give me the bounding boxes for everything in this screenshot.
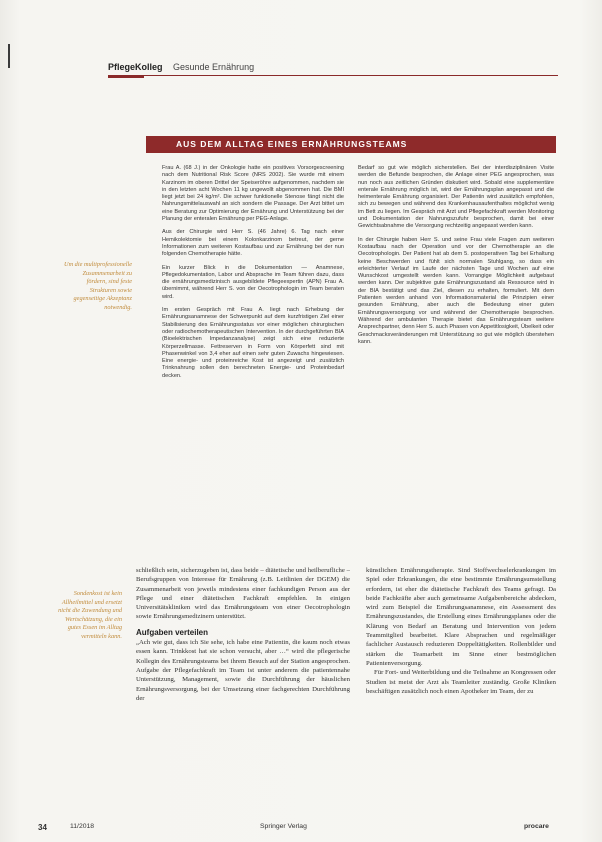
page-number: 34 (38, 823, 47, 832)
page-edge-mark (8, 44, 10, 68)
paragraph: Ein kurzer Blick in die Dokumentation — Anamnese, Pflegedokumentation, Labor und Absprache im Team führen dazu, dass die ernährungsmedizinisch ausgebildete Pflegeexpertin (APN) Frau A. übernimmt, während Herr S. von der Oecotrophologin im Team beraten wird. (162, 264, 344, 300)
upper-column-2 (358, 165, 554, 537)
header-rule (108, 75, 558, 76)
paragraph: künstlichen Ernährungstherapie. Sind Stoffwechselerkrankungen im Spiel oder Erkrankungen, die eine bestimmte Ernährungsumstellung erfordern, ist eher die diätetische Fachkraft des Teams gefragt. Da beide Fachkräfte aber auch gemeinsame Aufgabenbereiche abdecken, wird zum Beispiel die Ernährungsanamnese, ein Assessment des Ernährungszustandes, die Erstellung eines Ernährungsplanes oder die Klärung von Bedarf an Beratung und Intervention von jedem Teammitglied bearbeitet. Klare Absprachen und regelmäßiger fachlicher Austausch reduzieren Doppeltätigkeiten. Rollenbilder und stärken die Teamarbeit im Sinne einer bestmöglichen Patientenversorgung. (366, 567, 556, 667)
subheading: Aufgaben verteilen (136, 627, 209, 637)
header-rule-accent (108, 76, 144, 78)
header-section: Gesunde Ernährung (173, 62, 255, 72)
paragraph: Aus der Chirurgie wird Herr S. (46 Jahre) 6. Tag nach einer Hemikolektomie bei einem Kolonkarzinom betreut, der gerne Informationen zum weiteren Kostaufbau und zur Ernährung bei der nun folgenden Chemotherapie hätte. (162, 229, 344, 258)
page-header (108, 62, 558, 76)
pullquote-2: Sondenkost ist kein Allheilmittel und ersetzt nicht die Zuwendung und Wertschätzung, die ein gutes Essen im Alltag vermitteln kann. (58, 590, 122, 640)
lower-column-2 (366, 566, 556, 818)
magazine-name: procare (524, 823, 549, 830)
paragraph: Im ersten Gespräch mit Frau A. liegt nach Erhebung der Ernährungsanamnese der Schwerpunkt auf dem kurzfristigen Ziel einer Stabilisierung des Ernährungsstatus vor einer möglichen chirurgischen oder radiochemotherapeutischen Intervention. In der durchgeführten BIA (Bioelektrischen Impedanzanalyse) zeigt sich eine reduzierte Körperzellmasse. Fettreserven in Form von Körperfett sind mit Phasenwinkel von 3,4 eher auf einen sehr guten Zuwachs hingewiesen. Eine energie- und proteinreiche Kost ist angezeigt und zusätzlich Trinknahrung sollen den berechneten Energie- und Proteinbedarf decken. (162, 307, 344, 379)
lower-column-1 (136, 566, 350, 818)
issue-label: 11/2018 (70, 823, 95, 830)
paragraph: Für Fort- und Weiterbildung und die Teilnahme an Kongressen oder Studien ist meist der Arzt als Teamleiter zuständig. Große Kliniken beschäftigen zusätzlich noch einen Apotheker im Team, der zu (366, 669, 556, 695)
section-banner: AUS DEM ALLTAG EINES ERNÄHRUNGSTEAMS (146, 136, 556, 153)
publisher-label: Springer Verlag (260, 823, 307, 830)
paragraph: Bedarf so gut wie möglich sicherstellen. Bei der interdisziplinären Visite werden die Befunde besprochen, die Anlage einer PEG angesprochen, was nun noch aus zeitlichen Gründen diskutiert wird. Sobald eine supplementäre enterale Ernährung möglich ist, wird der Ernährungsplan angepasst und die heimenterale Ernährung organisiert. Der Patientin wird zusätzlich empfohlen, sich zu bewegen und während des Krankenhausaufenthaltes möglichst wenig im Bett zu liegen. Im Gespräch mit Arzt und Pflegefachkraft werden Monitoring und Dokumentation der Nahrungszufuhr besprochen, damit bei einer Gewichtsabnahme die Versorgung rechtzeitig angepasst werden kann. (358, 165, 554, 230)
paragraph: schließlich sein, sicherzugeben ist, dass beide – diätetische und heilberufliche – Berufsgruppen von Interesse für Ernährung (z.B. Leitlinien der DGEM) die Zusammenarbeit von jeweils mindestens einer fachkundigen Person aus der Pflege und einer diätetischen Fachkraft empfehlen. In einigen Universitätskliniken wird das Ernährungsteam von einer Oecotrophologin sowie Ernährungsmedizinern unterstützt. (136, 567, 350, 621)
paragraph: „Ach wie gut, dass ich Sie sehe, ich habe eine Patientin, die kaum noch etwas essen kann. Trinkkost hat sie schon versucht, aber …“ wird die pflegerische Kollegin des Ernährungsteams bei ihrem Besuch auf der Station angesprochen. Aufgabe der Pflegefachkraft im Team ist unter anderem die patientennahe Unterstützung, Management, sowie die Durchführung der häuslichen Ernährungsversorgung, bei der Umsetzung einer fachgerechten Durchführung der (136, 639, 350, 702)
paragraph: In der Chirurgie haben Herr S. und seine Frau viele Fragen zum weiteren Kostaufbau nach der Operation und vor der Chemotherapie an die Oecotrophologin. Der Patient hat ab dem 5. postoperativen Tag bei Erhaltung keine Beschwerden und fühlt sich normalen Stuhlgang, so dass ein erleichterter Verlauf im Laufe der nächsten Tage und Wochen auf eine Wunschkost umgestellt werden kann. Vorrangige Möglichkeit aufgebaut werden kann. Der subjektive gute Ernährungszustand als Ressource wird in der BIA bestätigt und das Ziel, diesen zu erhalten, formuliert. Mit dem Patienten werden anhand von Informationsmaterial die Prinzipien einer gesunden Ernährung, aber auch die Bedeutung einer guten Ernährungsversorgung vor und während der Chemotherapie besprochen. Während der ambulanten Therapie bietet das Ernährungsteam weitere Ansprechpartner, denn Herr S. auch Phasen von Appetitlosigkeit, Übelkeit oder Geschmacksveränderungen mit Unterstützung so gut wie möglich überstehen kann. (358, 236, 554, 345)
upper-column-1 (162, 165, 344, 537)
pullquote-1: Um die multiprofessionelle Zusammenarbeit zu fördern, sind feste Strukturen sowie gegenseitige Akzeptanz notwendig. (64, 261, 132, 311)
paragraph: Frau A. (68 J.) in der Onkologie hatte ein positives Vorsorgescreening nach dem Nutritional Risk Score (NRS 2002). Sie wurde mit einem Karzinom im oberen Drittel der Speiseröhre aufgenommen, nachdem sie in den letzten acht Wochen 11 kg ungewollt abgenommen hat. Die BMI liegt jetzt bei 24 kg/m². Die schwer funktionelle Stenose fängt nicht die Nahrungsmittelauswahl an sich sondern die Passage. Der Arzt bittet um eine Beratung zur Optimierung der Ernährung und Unterstützung bei der Planung der enteralen Ernährung per PEG-Anlage. (162, 165, 344, 223)
header-brand: PflegeKolleg (108, 62, 163, 72)
